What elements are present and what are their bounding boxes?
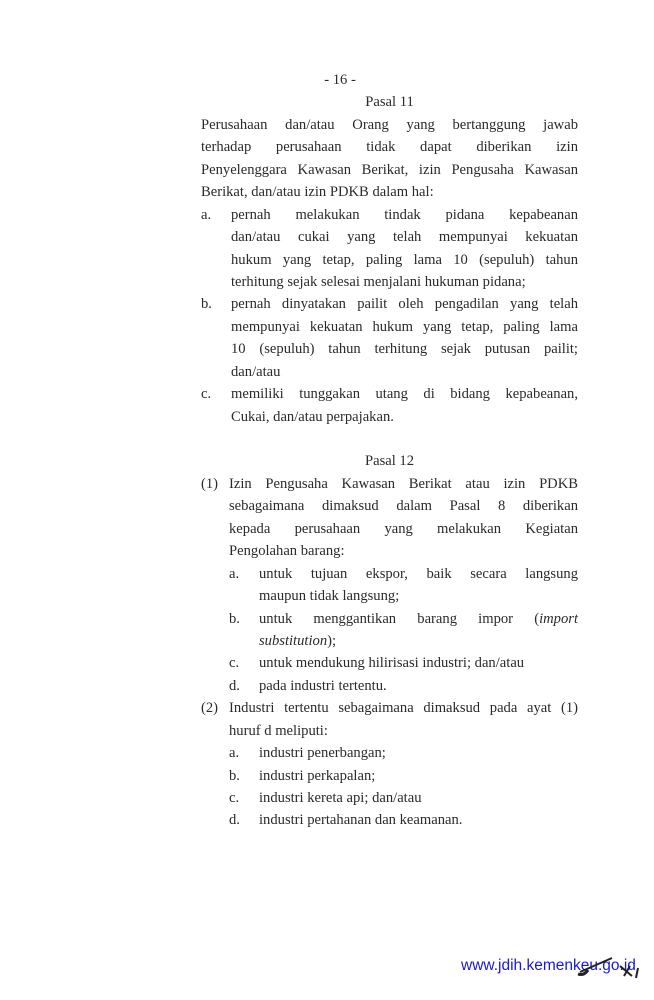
list-marker: d. [229, 677, 240, 694]
line-text [229, 495, 578, 517]
line-text-run: terhitung sejak selesai menjalani hukuman pidana; [231, 273, 526, 290]
line-text-run: pernah dinyatakan pailit oleh pengadilan yang telah [231, 296, 578, 313]
list-marker: d. [229, 812, 240, 829]
line-text-run: untuk mendukung hilirisasi industri; dan/atau [259, 655, 525, 672]
line-text [229, 473, 578, 495]
line-text [231, 316, 578, 338]
list-marker: a. [201, 206, 212, 223]
text-line [0, 293, 654, 315]
article-heading-line [0, 91, 654, 113]
line-text-run: untuk tujuan ekspor, baik secara langsung [259, 565, 578, 582]
line-text [259, 630, 578, 652]
text-line [0, 585, 654, 607]
line-text-run: pada industri tertentu. [259, 677, 387, 694]
line-text-run: dan/atau cukai yang telah mempunyai kekuatan [231, 229, 578, 246]
line-text [229, 540, 578, 562]
text-line [0, 406, 654, 428]
line-text [231, 271, 578, 293]
line-text-run: Berikat, dan/atau izin PDKB dalam hal: [201, 184, 434, 201]
line-text [231, 338, 578, 360]
line-text-run: dan/atau [231, 363, 281, 380]
list-marker: c. [201, 386, 212, 403]
line-text [201, 114, 578, 136]
line-text [231, 406, 578, 428]
text-line [0, 473, 654, 495]
list-marker: (2) [201, 700, 219, 717]
line-text-run: industri pertahanan dan keamanan. [259, 812, 463, 829]
line-text [229, 720, 578, 742]
text-line [0, 787, 654, 809]
line-text-run: maupun tidak langsung; [259, 588, 400, 605]
line-text [259, 675, 578, 697]
list-marker: b. [229, 610, 240, 627]
text-line [0, 675, 654, 697]
line-text-run: ); [327, 632, 337, 649]
article-heading: Pasal 12 [364, 453, 415, 470]
list-marker: b. [201, 296, 212, 313]
text-line [0, 114, 654, 136]
line-text-run: hukum yang tetap, paling lama 10 (sepuluh) tahun [231, 251, 578, 268]
text-line [0, 383, 654, 405]
line-text-run: Cukai, dan/atau perpajakan. [231, 408, 394, 425]
text-line [0, 361, 654, 383]
line-text [231, 293, 578, 315]
line-text-run: pernah melakukan tindak pidana kepabeanan [231, 206, 578, 223]
line-text [201, 181, 578, 203]
line-text [231, 204, 578, 226]
line-text [259, 809, 578, 831]
text-line [0, 159, 654, 181]
line-text-run: memiliki tunggakan utang di bidang kepabeanan, [231, 386, 578, 403]
line-text-run: untuk menggantikan barang impor ( [259, 610, 540, 627]
text-line [0, 809, 654, 831]
text-line [0, 765, 654, 787]
text-line [0, 518, 654, 540]
line-text [229, 518, 578, 540]
line-text-run: Pengolahan barang: [229, 543, 345, 560]
line-text-run: industri penerbangan; [259, 745, 386, 762]
text-line [0, 563, 654, 585]
italic-term: substitution [259, 632, 328, 649]
line-text [259, 563, 578, 585]
line-text [259, 652, 578, 674]
line-text [259, 742, 578, 764]
page-number-line [0, 69, 654, 91]
line-text-run: industri kereta api; dan/atau [259, 790, 422, 806]
article-heading: Pasal 11 [365, 94, 414, 111]
line-text [231, 249, 578, 271]
line-text [259, 608, 578, 630]
text-line [0, 540, 654, 562]
text-line [0, 720, 654, 742]
line-text-run: Industri tertentu sebagaimana dimaksud pada ayat (1) [229, 700, 578, 717]
list-marker: (1) [201, 475, 219, 492]
text-line [0, 652, 654, 674]
document-page [0, 69, 654, 832]
line-text-run: mempunyai kekuatan hukum yang tetap, paling lama [231, 318, 578, 335]
line-text [231, 361, 578, 383]
line-text-run: huruf d meliputi: [229, 722, 328, 739]
line-text-run: Perusahaan dan/atau Orang yang bertanggung jawab [201, 116, 578, 133]
text-line [0, 136, 654, 158]
line-text-run: terhadap perusahaan tidak dapat diberikan izin [201, 139, 578, 156]
text-line [0, 697, 654, 719]
list-marker: b. [229, 767, 240, 784]
text-line [0, 226, 654, 248]
text-line [0, 271, 654, 293]
text-line [0, 316, 654, 338]
line-text-run: industri perkapalan; [259, 767, 376, 784]
list-marker: a. [229, 565, 240, 582]
text-line [0, 249, 654, 271]
line-text [201, 159, 578, 181]
line-text-run: sebagaimana dimaksud dalam Pasal 8 diberikan [229, 498, 578, 515]
line-text-run: Penyelenggara Kawasan Berikat, izin Pengusaha Kawasan [201, 161, 578, 178]
line-text [259, 765, 578, 787]
signature-initials-icon [560, 952, 640, 982]
text-line [0, 495, 654, 517]
italic-term: import [539, 610, 578, 627]
list-marker: a. [229, 745, 240, 762]
text-line [0, 608, 654, 630]
line-text [231, 383, 578, 405]
line-text [259, 585, 578, 607]
text-line [0, 742, 654, 764]
text-line [0, 338, 654, 360]
text-line [0, 630, 654, 652]
line-text [259, 787, 578, 809]
text-line [0, 181, 654, 203]
list-marker: c. [229, 655, 240, 672]
line-text [231, 226, 578, 248]
line-text [229, 697, 578, 719]
line-text-run: kepada perusahaan yang melakukan Kegiatan [229, 520, 578, 537]
watermark-link[interactable]: www.jdih.kemenkeu.go.id [461, 957, 636, 974]
line-text-run: 10 (sepuluh) tahun terhitung sejak putusan pailit; [231, 341, 578, 358]
line-text-run: Izin Pengusaha Kawasan Berikat atau izin PDKB [229, 475, 578, 492]
text-line [0, 204, 654, 226]
list-marker: c. [229, 790, 240, 806]
article-heading-line [0, 450, 654, 472]
page-number: - 16 - [324, 72, 356, 88]
line-text [201, 136, 578, 158]
